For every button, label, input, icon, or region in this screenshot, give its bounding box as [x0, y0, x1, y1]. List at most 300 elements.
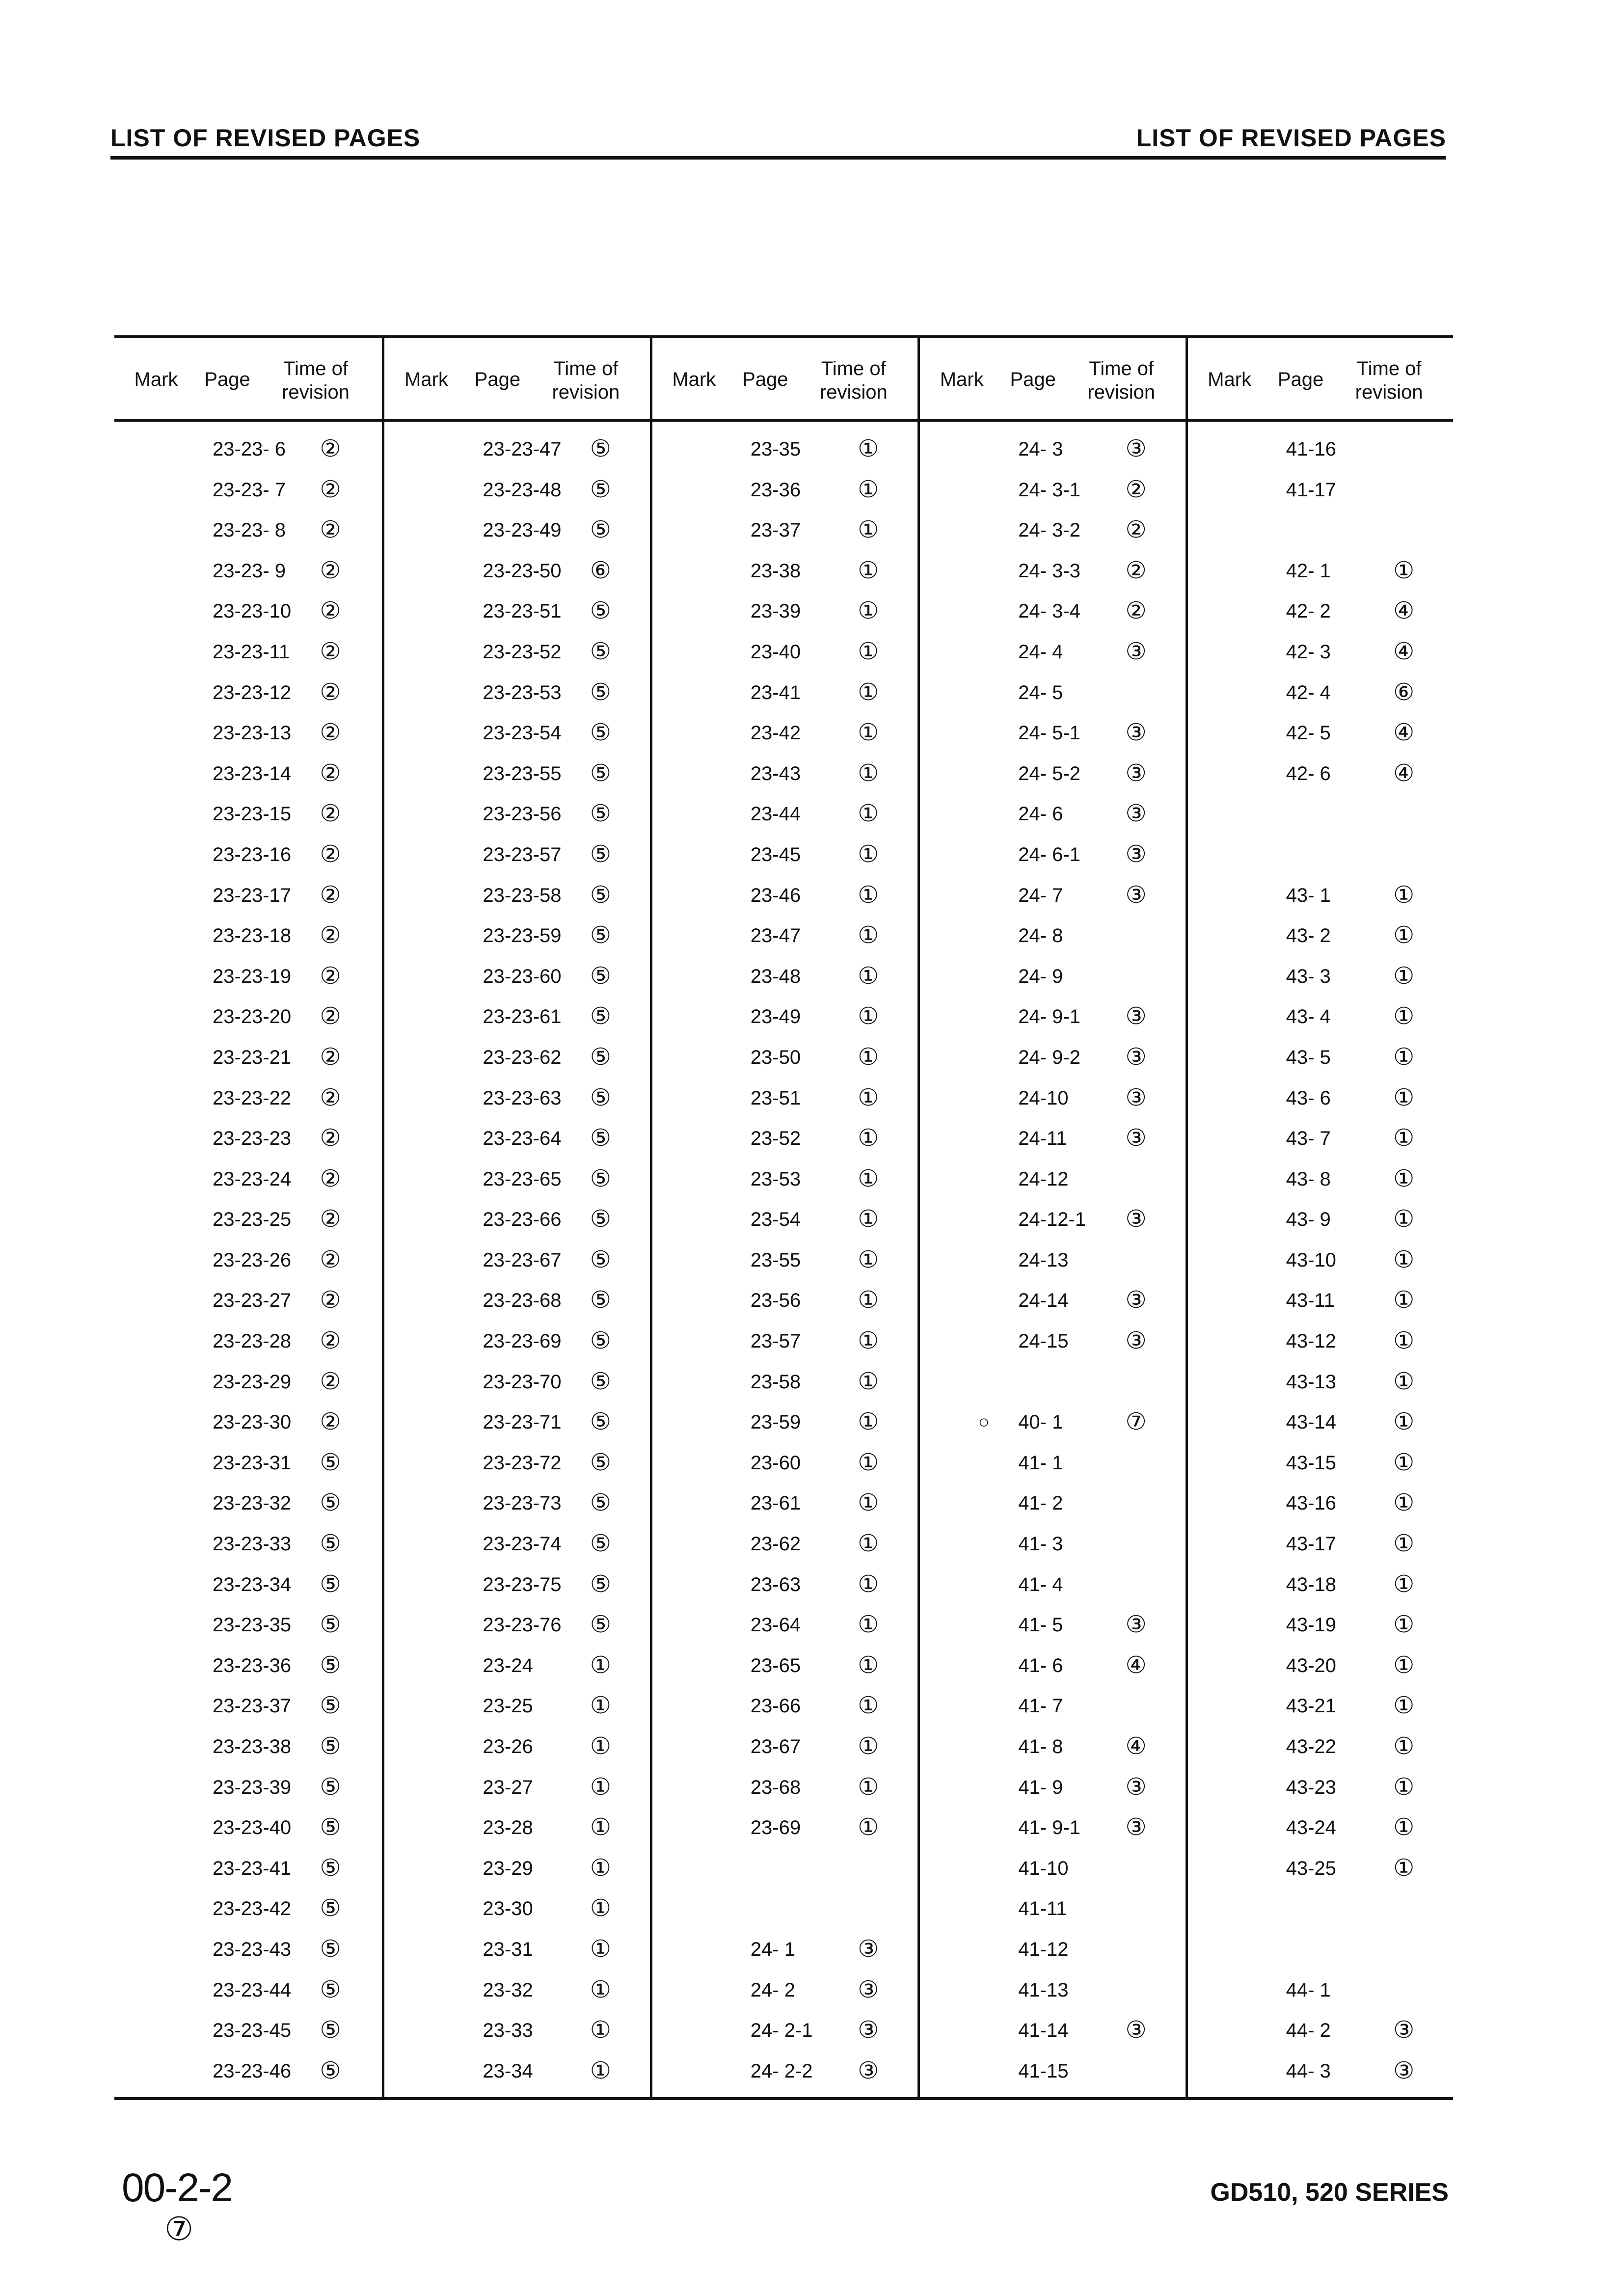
table-row: [920, 675, 1185, 716]
table-row: [384, 1283, 649, 1324]
row-revision: ③: [1125, 1774, 1147, 1800]
row-page: 23-23-33: [213, 1533, 292, 1555]
table-row: [652, 513, 917, 553]
table-row: [652, 553, 917, 594]
table-row: [920, 1243, 1185, 1283]
table-row: [652, 1648, 917, 1689]
row-page: 23-38: [750, 560, 801, 582]
column-header-time-line1: Time of: [553, 358, 619, 379]
table-rows: [384, 432, 649, 2094]
table-row: [920, 594, 1185, 634]
row-revision: ⑤: [590, 720, 611, 746]
row-revision: ①: [858, 963, 879, 989]
row-revision: ⑤: [590, 922, 611, 949]
row-revision: ⑤: [590, 1328, 611, 1354]
row-revision: ③: [1125, 1328, 1147, 1354]
table-row: [920, 1283, 1185, 1324]
table-row: [114, 1324, 382, 1364]
row-revision: ⑤: [590, 1206, 611, 1233]
row-page: 43- 3: [1286, 965, 1331, 987]
row-page: 24- 2-2: [750, 2060, 813, 2082]
row-page: 23-52: [750, 1128, 801, 1150]
table-row: [920, 1526, 1185, 1567]
table-row: [384, 1405, 649, 1445]
row-revision: ⑦: [1125, 1409, 1147, 1435]
table-row: [114, 1364, 382, 1405]
table-row: [652, 1324, 917, 1364]
row-page: 24- 3: [1018, 438, 1063, 460]
row-page: 23-23-31: [213, 1452, 292, 1474]
row-page: 23-23-76: [483, 1614, 562, 1636]
table-row: [114, 553, 382, 594]
table-row: [384, 1972, 649, 2013]
table-row: [652, 1486, 917, 1526]
column-header-page: Page: [204, 369, 250, 390]
row-page: 24- 9: [1018, 965, 1063, 987]
table-row: [384, 1202, 649, 1243]
row-revision: ⑤: [320, 1449, 341, 1476]
row-page: 43-21: [1286, 1695, 1336, 1717]
table-row: [1188, 1243, 1453, 1283]
row-revision: ①: [858, 882, 879, 908]
row-revision: ①: [858, 1125, 879, 1152]
row-page: 24- 8: [1018, 925, 1063, 947]
row-page: 23-23-35: [213, 1614, 292, 1636]
table-row: [114, 1445, 382, 1486]
table-row: [920, 959, 1185, 999]
row-revision: ①: [1393, 1490, 1415, 1516]
table-row: [652, 1405, 917, 1445]
row-page: 41- 4: [1018, 1573, 1063, 1595]
row-revision: ①: [590, 1733, 611, 1759]
row-page: 23-49: [750, 1006, 801, 1028]
table-row: [114, 675, 382, 716]
table-row: [920, 715, 1185, 756]
row-revision: ②: [320, 963, 341, 989]
row-page: 23-51: [750, 1087, 801, 1109]
row-revision: ①: [858, 598, 879, 624]
row-revision: ①: [858, 1368, 879, 1395]
table-row: [114, 959, 382, 999]
table-row: [1188, 1364, 1453, 1405]
row-revision: ④: [1393, 720, 1415, 746]
row-revision: ⑤: [320, 2017, 341, 2044]
row-page: 23-23- 8: [213, 519, 286, 541]
table-row: [920, 1486, 1185, 1526]
row-mark: ○: [978, 1412, 990, 1433]
row-page: 41-13: [1018, 1979, 1069, 2001]
table-row: [1188, 918, 1453, 959]
row-page: 23-23-19: [213, 965, 292, 987]
row-revision: ①: [1393, 1368, 1415, 1395]
table-row: [652, 1445, 917, 1486]
row-page: 23-23-57: [483, 843, 562, 865]
row-page: 23-27: [483, 1776, 533, 1798]
row-page: 23-34: [483, 2060, 533, 2082]
row-page: 41-16: [1286, 438, 1336, 460]
table-row: [114, 1770, 382, 1810]
row-revision: ⑤: [590, 841, 611, 867]
column-header-time-line2: revision: [552, 381, 620, 403]
row-revision: ②: [320, 882, 341, 908]
row-revision: ①: [858, 1246, 879, 1273]
row-revision: ①: [858, 517, 879, 543]
row-page: 23-33: [483, 2020, 533, 2042]
row-revision: ①: [858, 1165, 879, 1192]
column-header-page: Page: [742, 369, 788, 390]
row-revision: ①: [1393, 1814, 1415, 1841]
row-revision: ③: [1125, 638, 1147, 665]
row-revision: ②: [320, 1328, 341, 1354]
table-row: [114, 1810, 382, 1851]
row-revision: ①: [1393, 1531, 1415, 1557]
row-revision: ⑤: [590, 638, 611, 665]
page-revision-mark: ⑦: [164, 2211, 194, 2247]
table-row: [920, 1364, 1185, 1405]
row-page: 23-23-45: [213, 2020, 292, 2042]
table-row: [1188, 1770, 1453, 1810]
table-row: [652, 796, 917, 837]
row-page: 24- 4: [1018, 641, 1063, 663]
table-row: [920, 1405, 1185, 1445]
column-header-mark: Mark: [940, 369, 984, 390]
row-revision: ⑤: [590, 760, 611, 786]
row-page: 43-13: [1286, 1371, 1336, 1393]
table-row: [1188, 553, 1453, 594]
row-page: 23-23-50: [483, 560, 562, 582]
table-row: [1188, 1607, 1453, 1648]
row-revision: ③: [858, 1936, 879, 1962]
table-row: [384, 1770, 649, 1810]
table-row: [384, 1364, 649, 1405]
table-row: [1188, 1688, 1453, 1729]
row-page: 23-23-52: [483, 641, 562, 663]
row-page: 43-10: [1286, 1249, 1336, 1271]
table-row: [114, 1688, 382, 1729]
table-row: [384, 472, 649, 513]
row-page: 42- 5: [1286, 722, 1331, 744]
row-revision: ②: [1125, 517, 1147, 543]
row-revision: ⑤: [320, 1693, 341, 1719]
row-page: 23-23-47: [483, 438, 562, 460]
table-row: [384, 594, 649, 634]
row-revision: ③: [858, 1976, 879, 2003]
row-revision: ①: [858, 436, 879, 462]
table-row: [652, 756, 917, 797]
table-row: [1188, 1080, 1453, 1121]
table-row: [384, 513, 649, 553]
table-row: [1188, 2053, 1453, 2094]
row-revision: ①: [858, 679, 879, 705]
row-page: 23-23-26: [213, 1249, 292, 1271]
row-revision: ②: [1125, 598, 1147, 624]
table-row: [652, 634, 917, 675]
table-row: [920, 2053, 1185, 2094]
row-page: 42- 2: [1286, 600, 1331, 622]
row-page: 23-23-54: [483, 722, 562, 744]
row-revision: ⑤: [590, 1003, 611, 1030]
column-header-time-line2: revision: [282, 381, 350, 403]
row-revision: ④: [1393, 638, 1415, 665]
row-page: 24- 3-3: [1018, 560, 1080, 582]
table-row: [384, 553, 649, 594]
table-row: [114, 1040, 382, 1080]
column-header-time-line1: Time of: [283, 358, 348, 379]
row-revision: ⑤: [590, 1449, 611, 1476]
table-row: [920, 1972, 1185, 2013]
table-row: [920, 918, 1185, 959]
row-page: 23-23-41: [213, 1857, 292, 1879]
row-page: 23-23-55: [483, 762, 562, 784]
row-page: 41- 1: [1018, 1452, 1063, 1474]
row-page: 41- 3: [1018, 1533, 1063, 1555]
column-header-time-line1: Time of: [1089, 358, 1154, 379]
row-page: 23-46: [750, 884, 801, 906]
table-row: [652, 675, 917, 716]
row-revision: ⑤: [320, 1612, 341, 1638]
column-header-mark: Mark: [404, 369, 448, 390]
table-row: [652, 1364, 917, 1405]
row-page: 23-23-46: [213, 2060, 292, 2082]
table-row: [920, 1729, 1185, 1770]
column-header-time-line2: revision: [1355, 381, 1423, 403]
row-page: 43- 7: [1286, 1128, 1331, 1150]
table-row: [384, 1040, 649, 1080]
row-revision: ②: [320, 517, 341, 543]
row-page: 41-12: [1018, 1938, 1069, 1960]
table-row: [114, 1202, 382, 1243]
row-page: 23-31: [483, 1938, 533, 1960]
row-revision: ①: [1393, 1855, 1415, 1881]
table-row: [384, 1688, 649, 1729]
table-row: [1188, 1040, 1453, 1080]
row-page: 23-68: [750, 1776, 801, 1798]
table-row: [652, 1526, 917, 1567]
row-revision: ②: [320, 1084, 341, 1111]
table-row: [114, 513, 382, 553]
row-page: 23-23-74: [483, 1533, 562, 1555]
table-row: [652, 472, 917, 513]
row-page: 43-15: [1286, 1452, 1336, 1474]
row-revision: ②: [320, 801, 341, 827]
row-revision: ④: [1125, 1733, 1147, 1759]
table-row: [920, 878, 1185, 918]
row-page: 41-10: [1018, 1857, 1069, 1879]
row-revision: ①: [1393, 1084, 1415, 1111]
row-revision: ⑤: [320, 1895, 341, 1922]
row-page: 23-65: [750, 1654, 801, 1676]
row-revision: ⑤: [590, 1490, 611, 1516]
table-column-group: [382, 338, 649, 2097]
row-revision: ⑤: [590, 1409, 611, 1435]
row-page: 43-16: [1286, 1492, 1336, 1514]
row-revision: ①: [1393, 1693, 1415, 1719]
table-row: [652, 1688, 917, 1729]
column-header-mark: Mark: [134, 369, 178, 390]
revised-pages-table: [114, 335, 1453, 2100]
table-row: [920, 796, 1185, 837]
row-revision: ①: [1393, 1044, 1415, 1070]
row-revision: ①: [1393, 922, 1415, 949]
table-row: [114, 1405, 382, 1445]
row-revision: ④: [1393, 598, 1415, 624]
row-revision: ②: [320, 1206, 341, 1233]
row-page: 23-63: [750, 1573, 801, 1595]
row-page: 23-67: [750, 1736, 801, 1757]
row-page: 41- 6: [1018, 1654, 1063, 1676]
row-page: 23-23-73: [483, 1492, 562, 1514]
table-row: [384, 1324, 649, 1364]
table-row: [652, 878, 917, 918]
row-page: 43-24: [1286, 1817, 1336, 1839]
row-revision: ⑤: [590, 801, 611, 827]
row-revision: ①: [858, 922, 879, 949]
table-row: [1188, 1810, 1453, 1851]
table-row: [1188, 796, 1453, 837]
table-row: [384, 1932, 649, 1972]
table-rows: [652, 432, 917, 2094]
row-revision: ⑤: [590, 882, 611, 908]
table-row: [1188, 594, 1453, 634]
row-page: 23-24: [483, 1654, 533, 1676]
table-rows: [114, 432, 382, 2094]
table-row: [114, 594, 382, 634]
row-page: 23-23-36: [213, 1654, 292, 1676]
row-revision: ①: [858, 1733, 879, 1759]
row-revision: ⑤: [320, 1814, 341, 1841]
table-row: [652, 432, 917, 472]
table-row: [384, 1162, 649, 1202]
row-revision: ①: [1393, 1165, 1415, 1192]
row-revision: ①: [590, 1976, 611, 2003]
row-revision: ①: [858, 1003, 879, 1030]
row-page: 23-23-65: [483, 1168, 562, 1190]
row-page: 42- 1: [1286, 560, 1331, 582]
row-revision: ①: [858, 1084, 879, 1111]
row-page: 23-60: [750, 1452, 801, 1474]
table-row: [114, 796, 382, 837]
row-revision: ③: [858, 2017, 879, 2044]
table-row: [114, 715, 382, 756]
row-page: 23-23-42: [213, 1898, 292, 1920]
row-page: 43-22: [1286, 1736, 1336, 1757]
table-row: [384, 1891, 649, 1932]
column-header-mark: Mark: [672, 369, 716, 390]
row-page: 23-23-64: [483, 1128, 562, 1150]
row-page: 24-12-1: [1018, 1209, 1086, 1231]
row-revision: ①: [1393, 1571, 1415, 1597]
row-page: 24- 5-2: [1018, 762, 1080, 784]
table-row: [114, 1486, 382, 1526]
table-row: [114, 1080, 382, 1121]
table-row: [652, 1121, 917, 1162]
row-page: 23-23-58: [483, 884, 562, 906]
table-row: [652, 1607, 917, 1648]
table-row: [384, 1486, 649, 1526]
row-page: 23-23-60: [483, 965, 562, 987]
row-page: 23-23-28: [213, 1330, 292, 1352]
row-page: 43- 2: [1286, 925, 1331, 947]
row-revision: ⑤: [590, 1571, 611, 1597]
column-header-time-of-revision: [800, 357, 908, 404]
row-revision: ①: [858, 1409, 879, 1435]
row-page: 23-47: [750, 925, 801, 947]
column-header-page: Page: [1010, 369, 1056, 390]
table-row: [114, 918, 382, 959]
row-page: 23-28: [483, 1817, 533, 1839]
row-page: 23-23-62: [483, 1046, 562, 1068]
row-revision: ②: [320, 1287, 341, 1314]
table-row: [920, 1851, 1185, 1891]
row-page: 24- 3-1: [1018, 479, 1080, 501]
row-page: 43- 6: [1286, 1087, 1331, 1109]
row-page: 43-18: [1286, 1573, 1336, 1595]
row-revision: ①: [858, 1774, 879, 1800]
row-page: 24- 5: [1018, 681, 1063, 703]
row-page: 23-69: [750, 1817, 801, 1839]
row-page: 43-20: [1286, 1654, 1336, 1676]
table-row: [1188, 472, 1453, 513]
table-row: [384, 1851, 649, 1891]
row-page: 23-23- 6: [213, 438, 286, 460]
table-row: [114, 1526, 382, 1567]
row-page: 23-54: [750, 1209, 801, 1231]
row-revision: ①: [858, 1449, 879, 1476]
row-page: 24-12: [1018, 1168, 1069, 1190]
row-revision: ②: [320, 557, 341, 584]
table-row: [114, 837, 382, 878]
row-page: 23-23-61: [483, 1006, 562, 1028]
row-page: 23-66: [750, 1695, 801, 1717]
row-revision: ①: [858, 1044, 879, 1070]
table-row: [114, 634, 382, 675]
row-page: 23-23-70: [483, 1371, 562, 1393]
row-revision: ①: [590, 2057, 611, 2084]
column-header-mark: Mark: [1208, 369, 1252, 390]
row-page: 44- 2: [1286, 2020, 1331, 2042]
row-page: 43- 4: [1286, 1006, 1331, 1028]
table-row: [384, 675, 649, 716]
row-page: 23-23-39: [213, 1776, 292, 1798]
table-row: [114, 1729, 382, 1770]
row-page: 23-23-49: [483, 519, 562, 541]
table-row: [652, 1040, 917, 1080]
table-row: [920, 1324, 1185, 1364]
row-revision: ②: [320, 476, 341, 503]
row-revision: ②: [320, 922, 341, 949]
row-revision: ⑤: [590, 598, 611, 624]
table-row: [920, 1891, 1185, 1932]
table-row: [920, 1770, 1185, 1810]
table-row: [652, 1972, 917, 2013]
row-page: 24- 2-1: [750, 2020, 813, 2042]
table-row: [114, 472, 382, 513]
table-row: [114, 1648, 382, 1689]
row-page: 43-19: [1286, 1614, 1336, 1636]
column-header-page: Page: [1277, 369, 1324, 390]
row-revision: ⑥: [1393, 679, 1415, 705]
row-page: 43-23: [1286, 1776, 1336, 1798]
row-revision: ①: [590, 1936, 611, 1962]
row-revision: ⑤: [590, 1125, 611, 1152]
table-row: [920, 1080, 1185, 1121]
table-row: [652, 594, 917, 634]
row-page: 23-36: [750, 479, 801, 501]
table-row: [384, 1567, 649, 1608]
table-row: [652, 959, 917, 999]
table-row: [384, 634, 649, 675]
row-page: 23-23-66: [483, 1209, 562, 1231]
